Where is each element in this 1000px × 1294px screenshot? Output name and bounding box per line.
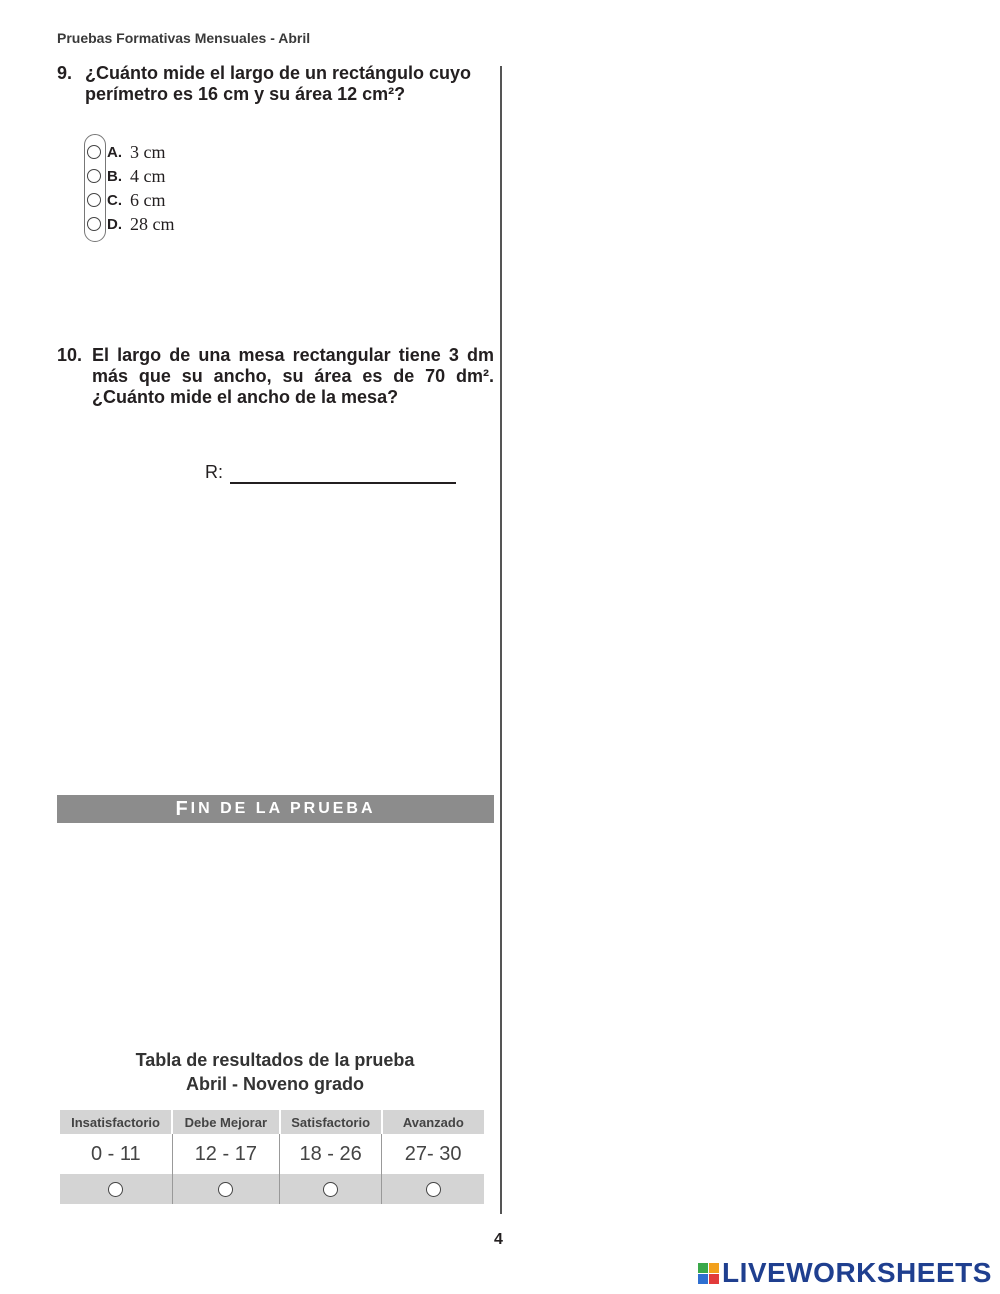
range-satisfactorio: 18 - 26 (280, 1134, 382, 1174)
header-satisfactorio: Satisfactorio (280, 1110, 382, 1134)
option-a[interactable] (87, 141, 166, 163)
end-of-test-banner (57, 795, 494, 823)
column-divider (500, 66, 502, 1214)
results-title-line1: Tabla de resultados de la prueba (135, 1050, 415, 1070)
results-table-title (60, 1048, 490, 1096)
results-table (60, 1110, 484, 1204)
option-a-letter: A. (107, 143, 122, 161)
results-range-row (60, 1134, 484, 1174)
range-insatisfactorio: 0 - 11 (60, 1134, 172, 1174)
option-d-letter: D. (107, 215, 122, 233)
page-number: 4 (494, 1231, 503, 1248)
header-debe-mejorar: Debe Mejorar (172, 1110, 280, 1134)
header-insatisfactorio: Insatisfactorio (60, 1110, 172, 1134)
end-banner-initial: F (175, 797, 191, 820)
option-c-letter: C. (107, 191, 122, 209)
radio-option-c[interactable] (87, 193, 101, 207)
radio-debe-mejorar[interactable] (218, 1182, 233, 1197)
select-cell-avanzado (382, 1174, 484, 1204)
radio-avanzado[interactable] (426, 1182, 441, 1197)
logo-tile-1 (698, 1263, 708, 1273)
radio-insatisfactorio[interactable] (108, 1182, 123, 1197)
option-a-value: 3 cm (130, 141, 166, 162)
range-avanzado: 27- 30 (404, 1142, 462, 1165)
liveworksheets-logo-icon (698, 1263, 719, 1284)
option-b-letter: B. (107, 167, 122, 185)
question-9-text: ¿Cuánto mide el largo de un rectángulo cuyo perímetro es 16 cm y su área 12 cm²? (85, 63, 472, 104)
option-b-value: 4 cm (130, 165, 166, 186)
liveworksheets-brand[interactable] (698, 1256, 992, 1290)
results-selection-row (60, 1174, 484, 1204)
logo-tile-3 (698, 1274, 708, 1284)
select-cell-satisfactorio (280, 1174, 382, 1204)
header-avanzado: Avanzado (382, 1110, 484, 1134)
question-10-number: 10. (57, 345, 83, 365)
radio-option-a[interactable] (87, 145, 101, 159)
option-c-value: 6 cm (130, 189, 166, 210)
brand-name: LIVEWORKSHEETS (722, 1257, 992, 1288)
option-c[interactable] (87, 189, 166, 211)
option-b[interactable] (87, 165, 166, 187)
logo-tile-4 (709, 1274, 719, 1284)
radio-option-d[interactable] (87, 217, 101, 231)
radio-satisfactorio[interactable] (323, 1182, 338, 1197)
response-label: R: (205, 462, 223, 482)
end-banner-text: IN DE LA PRUEBA (190, 800, 376, 817)
question-9-number: 9. (57, 63, 73, 83)
option-d-value: 28 cm (130, 213, 175, 234)
response-answer-line[interactable] (230, 482, 456, 484)
results-title-line2: Abril - Noveno grado (185, 1074, 364, 1094)
radio-option-b[interactable] (87, 169, 101, 183)
logo-tile-2 (709, 1263, 719, 1273)
question-10-text: El largo de una mesa rectangular tiene 3 dm más que su ancho, su área es de 70 dm². ¿Cuánto mide el ancho de la mesa? (92, 345, 494, 407)
select-cell-debe-mejorar (172, 1174, 280, 1204)
select-cell-insatisfactorio (60, 1174, 172, 1204)
option-d[interactable] (87, 213, 175, 235)
results-header-row (60, 1110, 484, 1134)
page-header: Pruebas Formativas Mensuales - Abril (57, 30, 311, 46)
range-debe-mejorar: 12 - 17 (172, 1134, 280, 1174)
